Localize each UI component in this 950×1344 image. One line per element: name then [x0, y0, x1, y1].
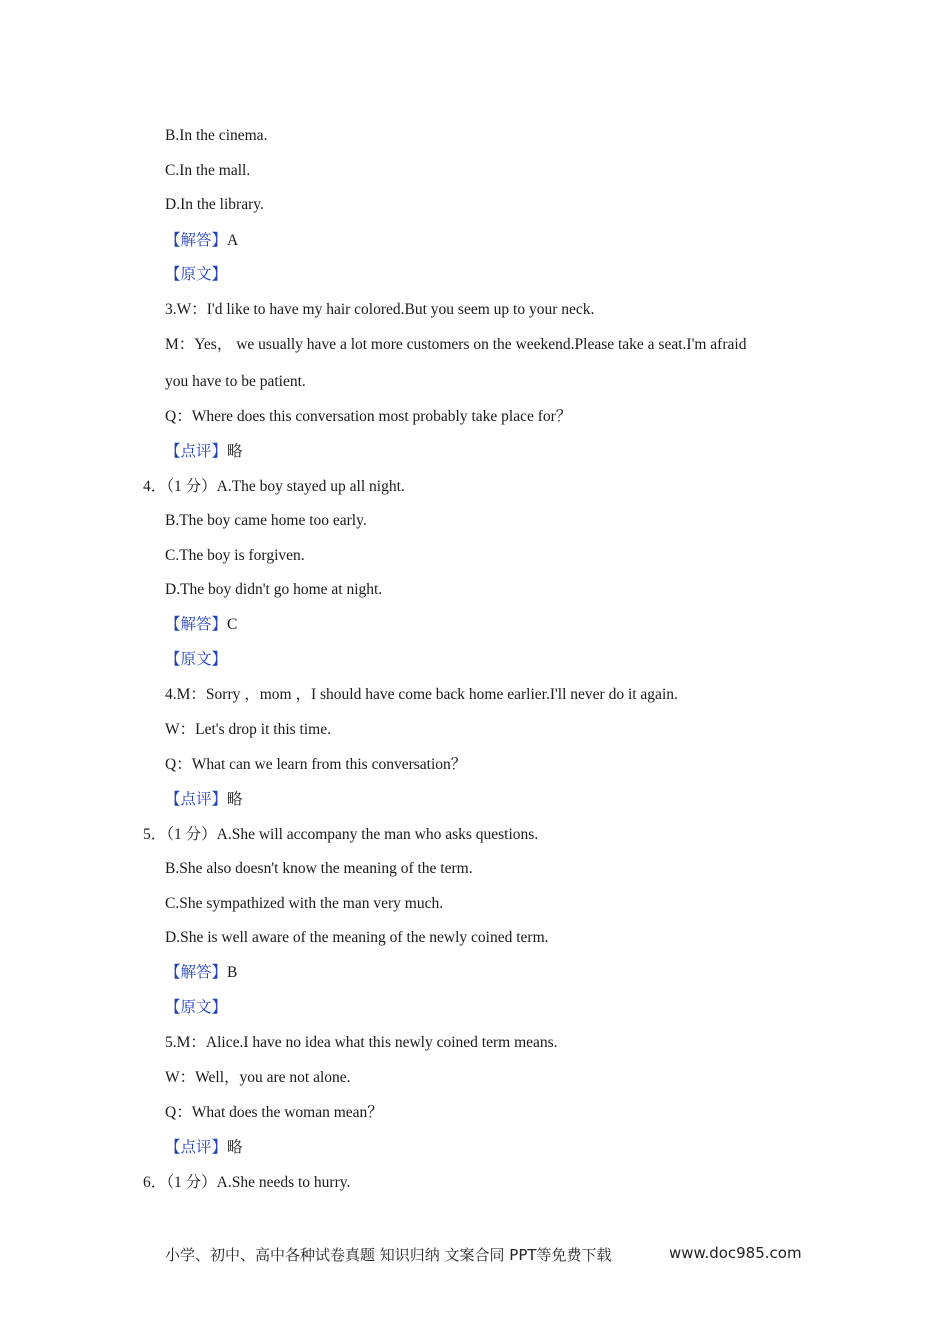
option-c: C.In the mall.	[165, 162, 251, 179]
option-d: D.In the library.	[165, 196, 264, 213]
answer-line	[165, 615, 237, 635]
answer-value: B	[227, 964, 238, 981]
answer-label: 【解答】	[165, 232, 228, 249]
option-d: D.She is well aware of the meaning of the newly coined term.	[165, 929, 549, 946]
footer-url[interactable]: www.doc985.com	[669, 1244, 802, 1262]
comment-line	[165, 442, 243, 462]
transcript-line: 3.W：I'd like to have my hair colored.But you seem up to your neck.	[165, 301, 595, 318]
question-4: 4．（1 分）A.The boy stayed up all night.	[143, 478, 405, 495]
option-c: C.The boy is forgiven.	[165, 547, 305, 564]
transcript-question: Q：What does the woman mean？	[165, 1104, 383, 1121]
transcript-question: Q：What can we learn from this conversation？	[165, 756, 467, 773]
transcript-line: 5.M：Alice.I have no idea what this newly coined term means.	[165, 1034, 558, 1051]
transcript-question: Q：Where does this conversation most probably take place for？	[165, 408, 572, 425]
answer-label: 【解答】	[165, 616, 228, 633]
comment-line	[165, 790, 243, 810]
comment-line	[165, 1138, 243, 1158]
source-label: 【原文】	[165, 266, 228, 283]
source-label: 【原文】	[165, 651, 228, 668]
comment-label: 【点评】	[165, 443, 228, 460]
page-footer	[165, 1244, 802, 1265]
transcript-line: M：Yes， we usually have a lot more customers on the weekend.Please take a seat.I'm afraid	[165, 336, 747, 353]
option-b: B.In the cinema.	[165, 127, 268, 144]
answer-line	[165, 231, 238, 251]
answer-label: 【解答】	[165, 964, 228, 981]
transcript-line: 4.M：Sorry ，mom ，I should have come back home earlier.I'll never do it again.	[165, 686, 678, 703]
answer-value: A	[227, 232, 239, 249]
transcript-line: W：Let's drop it this time.	[165, 721, 331, 738]
option-b: B.The boy came home too early.	[165, 512, 367, 529]
comment-label: 【点评】	[165, 1139, 228, 1156]
question-6: 6．（1 分）A.She needs to hurry.	[143, 1174, 351, 1191]
transcript-line: you have to be patient.	[165, 373, 306, 390]
comment-value: 略	[227, 1139, 243, 1156]
option-c: C.She sympathized with the man very much.	[165, 895, 444, 912]
transcript-line: W：Well，you are not alone.	[165, 1069, 351, 1086]
comment-value: 略	[227, 791, 243, 808]
source-label: 【原文】	[165, 999, 228, 1016]
comment-label: 【点评】	[165, 791, 228, 808]
comment-value: 略	[227, 443, 243, 460]
option-d: D.The boy didn't go home at night.	[165, 581, 383, 598]
answer-value: C	[227, 616, 238, 633]
answer-line	[165, 963, 237, 983]
footer-text: 小学、初中、高中各种试卷真题 知识归纳 文案合同 PPT等免费下载	[165, 1246, 612, 1264]
option-b: B.She also doesn't know the meaning of the term.	[165, 860, 473, 877]
question-5: 5．（1 分）A.She will accompany the man who asks questions.	[143, 826, 539, 843]
